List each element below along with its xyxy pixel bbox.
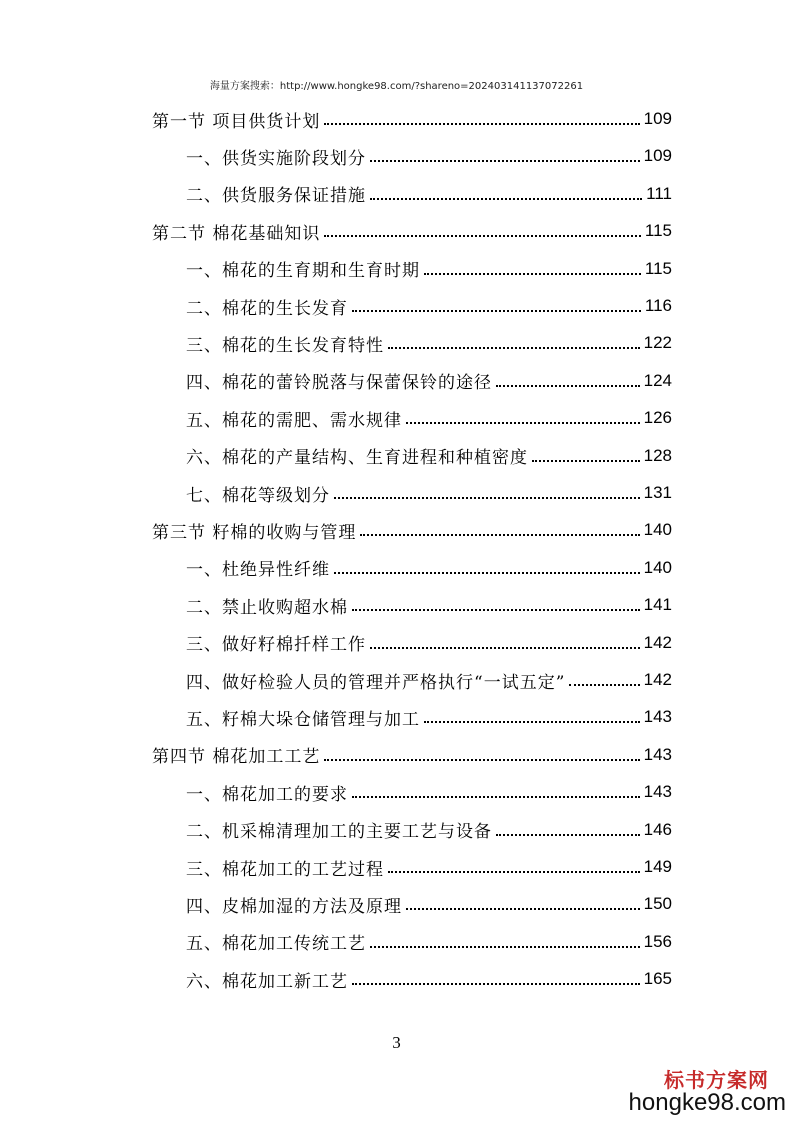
toc-entry-title: 三、做好籽棉扦样工作	[186, 635, 366, 656]
toc-entry-page: 150	[643, 894, 672, 914]
toc-dot-leader	[370, 160, 640, 162]
toc-subsection-entry	[186, 815, 672, 845]
toc-subsection-entry	[186, 852, 672, 882]
toc-entry-page: 142	[643, 632, 672, 652]
toc-entry-page: 126	[643, 408, 672, 428]
toc-entry-title: 四、做好检验人员的管理并严格执行“一试五定”	[186, 672, 566, 693]
toc-subsection-entry	[186, 366, 672, 396]
toc-section-entry	[152, 216, 672, 246]
watermark-cn: 标书方案网	[664, 1068, 769, 1092]
toc-entry-page: 143	[643, 744, 672, 764]
toc-dot-leader	[334, 497, 640, 499]
toc-dot-leader	[569, 684, 639, 686]
toc-dot-leader	[406, 422, 640, 424]
toc-section-entry	[152, 515, 672, 545]
toc-subsection-entry	[186, 702, 672, 732]
toc-entry-title: 一、棉花加工的要求	[186, 784, 348, 805]
toc-entry-page: 122	[643, 333, 672, 353]
toc-subsection-entry	[186, 141, 672, 171]
toc-entry-page: 109	[643, 109, 672, 128]
toc-entry-title: 五、棉花加工传统工艺	[186, 934, 366, 955]
toc-subsection-entry	[186, 478, 672, 508]
toc-dot-leader	[424, 273, 641, 275]
watermark-en: hongke98.com	[628, 1089, 786, 1116]
toc-entry-title: 二、机采棉清理加工的主要工艺与设备	[186, 822, 492, 843]
toc-dot-leader	[370, 946, 640, 948]
toc-dot-leader	[324, 759, 639, 761]
toc-dot-leader	[352, 796, 640, 798]
toc-entry-page: 149	[643, 857, 672, 876]
toc-entry-page: 142	[643, 670, 672, 689]
toc-entry-page: 116	[644, 296, 672, 315]
page-number: 3	[392, 1033, 401, 1052]
toc-entry-page: 146	[643, 819, 672, 839]
toc-subsection-entry	[186, 628, 672, 658]
toc-dot-leader	[388, 347, 640, 349]
toc-entry-page: 141	[643, 595, 672, 615]
toc-entry-page: 111	[646, 183, 672, 203]
toc-subsection-entry	[186, 553, 672, 583]
toc-entry-page: 165	[643, 969, 672, 989]
toc-entry-title: 第二节 棉花基础知识	[152, 223, 321, 244]
toc-dot-leader	[496, 385, 640, 387]
toc-entry-title: 第三节 籽棉的收购与管理	[152, 522, 357, 543]
toc-entry-title: 第一节 项目供货计划	[152, 111, 321, 132]
toc-dot-leader	[360, 534, 639, 536]
toc-entry-page: 109	[643, 146, 672, 166]
toc-entry-page: 115	[644, 221, 672, 241]
toc-entry-page: 156	[643, 931, 672, 951]
toc-dot-leader	[352, 983, 640, 985]
toc-entry-page: 143	[643, 707, 672, 727]
toc-dot-leader	[496, 834, 640, 836]
toc-dot-leader	[406, 908, 640, 910]
toc-entry-title: 一、杜绝异性纤维	[186, 560, 330, 581]
toc-entry-title: 六、棉花的产量结构、生育进程和种植密度	[186, 448, 528, 469]
toc-entry-title: 六、棉花加工新工艺	[186, 971, 348, 992]
toc-entry-title: 一、棉花的生育期和生育时期	[186, 261, 420, 282]
toc-dot-leader	[370, 647, 640, 649]
toc-subsection-entry	[186, 179, 672, 209]
toc-entry-title: 四、皮棉加湿的方法及原理	[186, 896, 402, 917]
toc-entry-title: 四、棉花的蕾铃脱落与保蕾保铃的途径	[186, 373, 492, 394]
toc-subsection-entry	[186, 590, 672, 620]
toc-entry-title: 二、禁止收购超水棉	[186, 597, 348, 618]
toc-subsection-entry	[186, 777, 672, 807]
toc-subsection-entry	[186, 403, 672, 433]
toc-entry-title: 七、棉花等级划分	[186, 485, 330, 506]
toc-dot-leader	[532, 460, 640, 462]
page-header: 海量方案搜索：http://www.hongke98.com/?shareno=202403141137072261	[209, 81, 584, 92]
toc-dot-leader	[334, 572, 640, 574]
toc-dot-leader	[324, 235, 640, 237]
toc-dot-leader	[370, 198, 642, 200]
toc-subsection-entry	[186, 964, 672, 994]
toc-section-entry	[152, 104, 672, 134]
toc-dot-leader	[352, 609, 640, 611]
toc-entry-title: 五、籽棉大垛仓储管理与加工	[186, 709, 420, 730]
toc-subsection-entry	[186, 291, 672, 321]
toc-entry-page: 115	[644, 258, 672, 278]
toc-entry-title: 二、棉花的生长发育	[186, 298, 348, 319]
toc-dot-leader	[352, 310, 641, 312]
toc-entry-title: 五、棉花的需肥、需水规律	[186, 410, 402, 431]
toc-subsection-entry	[186, 254, 672, 284]
toc-entry-title: 二、供货服务保证措施	[186, 186, 366, 207]
toc-entry-page: 124	[643, 370, 672, 390]
toc-subsection-entry	[186, 665, 672, 695]
toc-dot-leader	[424, 721, 640, 723]
toc-entry-page: 140	[643, 520, 672, 540]
toc-subsection-entry	[186, 927, 672, 957]
toc-subsection-entry	[186, 328, 672, 358]
toc-subsection-entry	[186, 889, 672, 919]
toc-entry-page: 143	[643, 782, 672, 802]
toc-entry-title: 三、棉花加工的工艺过程	[186, 859, 384, 880]
toc-entry-page: 128	[643, 445, 672, 465]
toc-entry-page: 140	[643, 557, 672, 577]
toc-subsection-entry	[186, 441, 672, 471]
toc-entry-title: 第四节 棉花加工工艺	[152, 747, 321, 768]
toc-dot-leader	[388, 871, 640, 873]
toc-entry-title: 一、供货实施阶段划分	[186, 148, 366, 169]
toc-section-entry	[152, 740, 672, 770]
toc-entry-title: 三、棉花的生长发育特性	[186, 335, 384, 356]
toc-entry-page: 131	[643, 483, 672, 502]
toc-dot-leader	[324, 123, 639, 125]
